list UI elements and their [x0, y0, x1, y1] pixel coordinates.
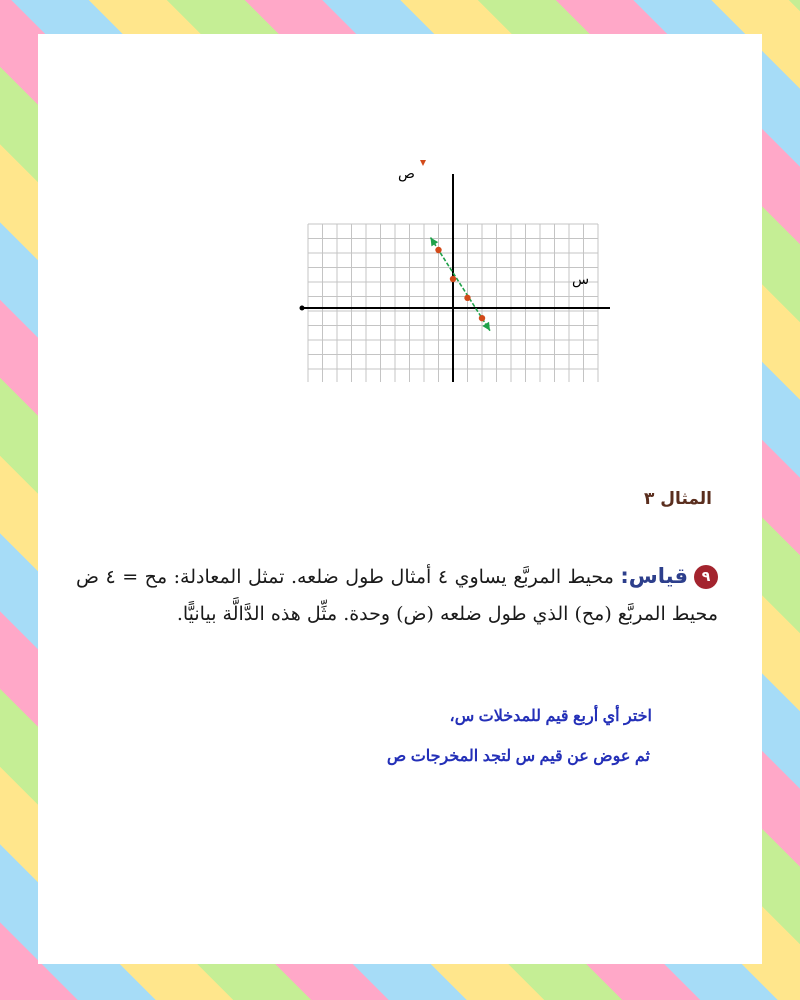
y-axis-marker-icon [420, 160, 426, 166]
hint-line-1: اختر أي أربع قيم للمدخلات س، [449, 708, 652, 725]
problem-label: قياس: [620, 564, 688, 588]
data-point-2 [450, 276, 456, 282]
hint-line-2: ثم عوض عن قيم س لتجد المخرجات ص [386, 748, 650, 765]
problem-statement [76, 558, 718, 633]
x-axis-label: س [572, 272, 590, 288]
example-title: المثال ٣ [644, 489, 712, 509]
data-point-4 [479, 315, 485, 321]
data-point-3 [464, 295, 470, 301]
y-axis-label: ص [398, 166, 415, 182]
page-card [38, 34, 762, 964]
problem-text: محيط المربَّع يساوي ٤ أمثال طول ضلعه. تمثل المعادلة: مح = ٤ ض محيط المربَّع (مح) الذي طول ضلعه (ض) وحدة. مثِّل هذه الدَّالَّة بيانيًّا. [76, 566, 718, 625]
coordinate-graph [258, 154, 618, 384]
problem-number-badge: ٩ [694, 565, 718, 589]
line-arrow-down-icon [482, 322, 490, 331]
x-axis-end-dot [300, 306, 305, 311]
data-point-1 [435, 247, 441, 253]
